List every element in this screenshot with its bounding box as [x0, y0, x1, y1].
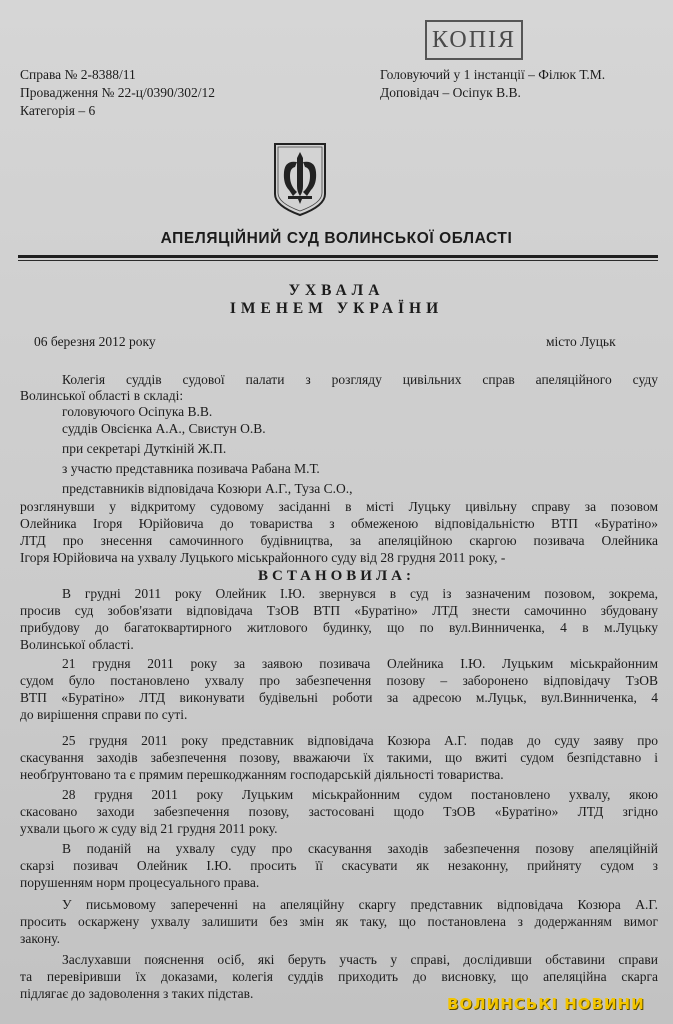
first-instance-judge: Головуючий у 1 інстанції – Філюк Т.М. [380, 67, 606, 82]
considered-line: ЛТД про знесення самочинного будівництва, за апеляційною скаргою позивача Олейника [20, 533, 658, 548]
body-line: скасовано заходи забезпечення позову, застосовані щодо ТзОВ «Буратіно» ЛТД згідно [20, 804, 658, 819]
header-divider-thin [18, 260, 658, 261]
body-line: ВТП «Буратіно» ЛТД виконувати будівельні роботи за адресою м.Луцьк, вул.Винниченка, 4 [20, 690, 658, 705]
panel-member: суддів Овсієнка А.А., Свистун О.В. [62, 421, 266, 436]
panel-member: при секретарі Дуткіній Ж.П. [62, 441, 227, 456]
panel-intro-line: Колегія суддів судової палати з розгляду цивільних справ апеляційного суду [62, 372, 658, 387]
body-line: У письмовому запереченні на апеляційну скаргу представник відповідача Козюра А.Г. [62, 897, 658, 912]
case-number: Справа № 2-8388/11 [20, 67, 136, 82]
body-line: 28 грудня 2011 року Луцьким міськрайонним судом постановлено ухвалу, якою [62, 787, 658, 802]
body-line: Заслухавши пояснення осіб, які беруть участь у справі, дослідивши обставини справи [62, 952, 658, 967]
panel-member: представників відповідача Козюри А.Г., Туза С.О., [62, 481, 353, 496]
document-subtitle: ІМЕНЕМ УКРАЇНИ [229, 300, 444, 317]
body-line: прибудову до багатоквартирного житлового будинку, що по вул.Винниченка, 4 в м.Луцьку [20, 620, 658, 635]
body-line: 21 грудня 2011 року за заявою позивача Олейника І.Ю. Луцьким міськрайонним [62, 656, 658, 671]
panel-intro-line: Волинської області в складі: [20, 388, 184, 403]
document-title: УХВАЛА [288, 282, 385, 299]
decision-date: 06 березня 2012 року [34, 334, 156, 349]
copy-stamp: КОПІЯ [425, 20, 523, 60]
body-line: судом було постановлено ухвалу про забезпечення позову – заборонено відповідачу ТзОВ [20, 673, 658, 688]
considered-line: Олейника Ігоря Юрійовича до товариства з обмеженою відповідальністю ВТП «Буратіно» [20, 516, 658, 531]
body-line: та перевіривши їх доказами, колегія суддів приходить до висновку, що апеляційна скарга [20, 969, 658, 984]
header-divider [18, 255, 658, 258]
proceeding-number: Провадження № 22-ц/0390/302/12 [20, 85, 215, 100]
considered-line: розглянувши у відкритому судовому засіданні в місті Луцьку цивільну справу за позовом [20, 499, 658, 514]
established-heading: ВСТАНОВИЛА: [258, 568, 415, 584]
body-line: В грудні 2011 року Олейник І.Ю. звернувся в суд із зазначеним позовом, зокрема, [62, 586, 658, 601]
decision-city: місто Луцьк [546, 334, 616, 349]
body-line: просив суд зобов'язати відповідача ТзОВ ВТП «Буратіно» ЛТД знести самочинно збудовану [20, 603, 658, 618]
body-line: ухвали цього ж суду від 21 грудня 2011 року. [20, 821, 278, 836]
considered-line: Ігоря Юрійовича на ухвалу Луцького міськрайонного суду від 28 грудня 2011 року, - [20, 550, 506, 565]
panel-member: головуючого Осіпука В.В. [62, 404, 213, 419]
category: Категорія – 6 [20, 103, 96, 118]
rapporteur: Доповідач – Осіпук В.В. [380, 85, 521, 100]
ukraine-coat-of-arms-icon [271, 140, 329, 218]
body-line: скасування заходів забезпечення позову, вважаючи їх такими, що вжиті судом безпідставно і [20, 750, 658, 765]
court-name: АПЕЛЯЦІЙНИЙ СУД ВОЛИНСЬКОЇ ОБЛАСТІ [160, 230, 513, 247]
body-line: скарзі позивач Олейник І.Ю. просить її скасувати як незаконну, прийняту судом з [20, 858, 658, 873]
body-line: до вирішення справи по суті. [20, 707, 188, 722]
body-line: необґрунтовано та є прямим перешкоджанням господарській діяльності товариства. [20, 767, 504, 782]
body-line: закону. [20, 931, 60, 946]
body-line: Волинської області. [20, 637, 134, 652]
body-line: В поданій на ухвалу суду про скасування заходів забезпечення позову апеляційній [62, 841, 658, 856]
panel-member: з участю представника позивача Рабана М.Т. [62, 461, 320, 476]
body-line: підлягає до задоволення з таких підстав. [20, 986, 254, 1001]
body-line: просить оскаржену ухвалу залишити без змін як таку, що постановлена з додержанням вимог [20, 914, 658, 929]
body-line: 25 грудня 2011 року представник відповідача Козюра А.Г. подав до суду заяву про [62, 733, 658, 748]
publisher-watermark: ВОЛИНСЬКІ НОВИНИ [447, 995, 645, 1013]
body-line: порушенням норм процесуального права. [20, 875, 260, 890]
